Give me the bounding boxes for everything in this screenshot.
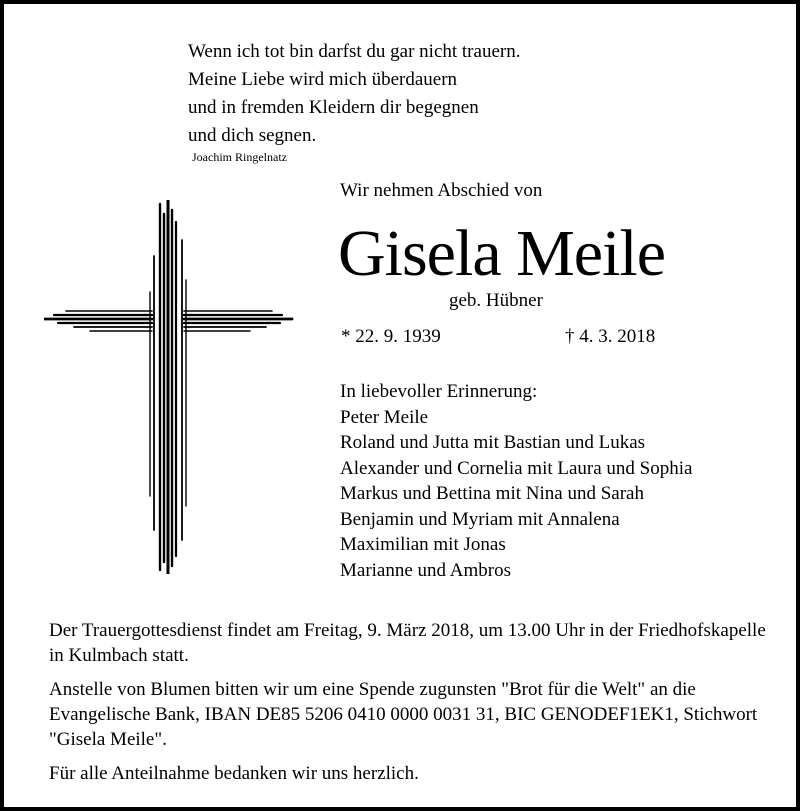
birth-date: * 22. 9. 1939 [341, 326, 441, 347]
family-member: Marianne und Ambros [340, 559, 511, 581]
family-member: Maximilian mit Jonas [340, 534, 506, 555]
donation-notice: Anstelle von Blumen bitten wir um eine Spende zugunsten "Brot für die Welt" an die Evangelische Bank, IBAN DE85 5206 0410 0000 0031 31, BIC GENODEF1EK1, Stichwort "Gisela Meile". [49, 679, 758, 750]
maiden-name: geb. Hübner [449, 290, 543, 311]
thanks-notice: Für alle Anteilnahme bedanken wir uns herzlich. [49, 763, 419, 784]
family-member: Roland und Jutta mit Bastian und Lukas [340, 432, 646, 453]
poem-author: Joachim Ringelnatz [192, 150, 287, 164]
poem-line: und in fremden Kleidern dir begegnen [188, 97, 479, 118]
death-date: † 4. 3. 2018 [565, 326, 656, 347]
farewell-intro: Wir nehmen Abschied von [340, 180, 543, 201]
cross-icon [44, 200, 294, 574]
poem-line: Meine Liebe wird mich überdauern [188, 69, 458, 90]
family-member: Benjamin und Myriam mit Annalena [340, 508, 620, 530]
family-heading: In liebevoller Erinnerung: [340, 381, 538, 402]
family-member: Markus und Bettina mit Nina und Sarah [340, 483, 644, 504]
poem-line: und dich segnen. [188, 125, 317, 146]
poem [188, 38, 520, 150]
family-member: Alexander und Cornelia mit Laura und Sophia [340, 457, 693, 479]
family-member: Peter Meile [340, 406, 429, 428]
family-list [340, 379, 692, 583]
deceased-name: Gisela Meile [338, 217, 666, 290]
poem-line: Wenn ich tot bin darfst du gar nicht trauern. [188, 41, 521, 62]
notices [49, 618, 769, 795]
service-notice: Der Trauergottesdienst findet am Freitag, 9. März 2018, um 13.00 Uhr in der Friedhofskapelle in Kulmbach statt. [49, 620, 766, 666]
